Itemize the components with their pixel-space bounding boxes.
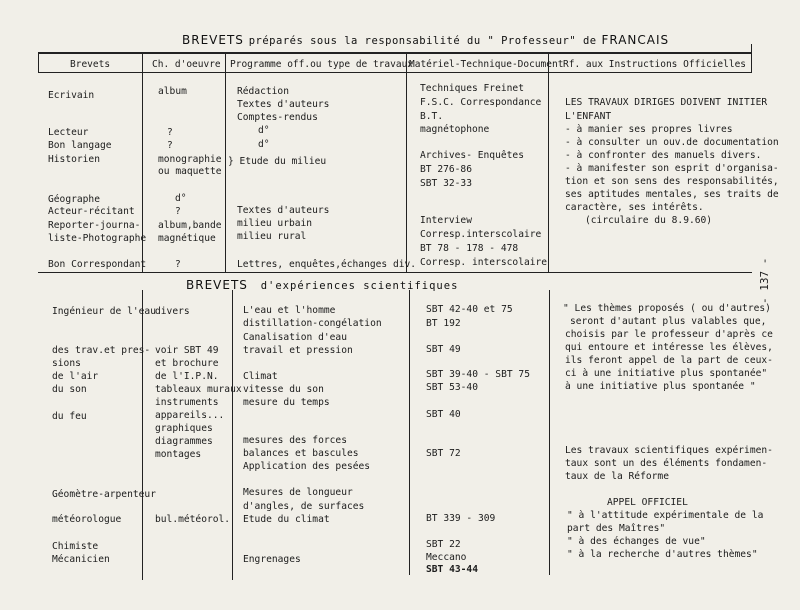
programme-item: mesure du temps bbox=[243, 397, 330, 408]
programme-item: milieu urbain bbox=[237, 218, 313, 229]
materiel-item: SBT 42-40 et 75 bbox=[426, 304, 513, 315]
table-top-border bbox=[38, 52, 752, 54]
instruction-line: - à consulter un ouv.de documentation bbox=[565, 137, 779, 148]
materiel-item: B.T. bbox=[420, 111, 444, 122]
instruction-line: " à des échanges de vue" bbox=[567, 536, 706, 547]
col-divider-1b bbox=[142, 290, 143, 580]
chef-oeuvre-item: voir SBT 49 bbox=[155, 345, 219, 356]
programme-item: Canalisation d'eau bbox=[243, 332, 347, 343]
col-divider-4b bbox=[549, 290, 550, 575]
title-middle: préparés sous la responsabilité du " Professeur" de bbox=[248, 35, 597, 47]
instruction-line: " à la recherche d'autres thèmes" bbox=[567, 549, 758, 560]
materiel-item: BT 276-86 bbox=[420, 164, 472, 175]
programme-item: Textes d'auteurs bbox=[237, 99, 330, 110]
brevet-item: des trav.et pres- bbox=[52, 345, 151, 356]
materiel-item: Corresp.interscolaire bbox=[420, 229, 542, 240]
instruction-line: Les travaux scientifiques expérimen- bbox=[565, 445, 773, 456]
chef-oeuvre-item: de l'I.P.N. bbox=[155, 371, 219, 382]
materiel-item: SBT 43-44 bbox=[426, 564, 478, 575]
materiel-item: SBT 49 bbox=[426, 344, 461, 355]
materiel-item: SBT 53-40 bbox=[426, 382, 478, 393]
brevet-item: Bon Correspondant bbox=[48, 259, 147, 270]
instruction-line: - à manier ses propres livres bbox=[565, 124, 733, 135]
instruction-line: - à manifester son esprit d'organisa- bbox=[565, 163, 779, 174]
programme-item: d° bbox=[258, 139, 270, 150]
header-materiel: Matériel-Technique-Document bbox=[409, 59, 564, 70]
materiel-item: Techniques Freinet bbox=[420, 83, 524, 94]
brevet-item: Chimiste bbox=[52, 541, 99, 552]
programme-item: L'eau et l'homme bbox=[243, 305, 336, 316]
programme-item: vitesse du son bbox=[243, 384, 324, 395]
col-divider-2 bbox=[225, 52, 226, 272]
section-title bbox=[186, 279, 458, 292]
instruction-line: L'ENFANT bbox=[565, 111, 612, 122]
programme-item: Rédaction bbox=[237, 86, 289, 97]
header-left-border bbox=[38, 52, 39, 73]
brevet-item: Reporter-journa- bbox=[48, 220, 141, 231]
instruction-line: - à confronter des manuels divers. bbox=[565, 150, 762, 161]
chef-oeuvre-item: ? bbox=[175, 206, 181, 217]
chef-oeuvre-item: et brochure bbox=[155, 358, 219, 369]
brevet-item: Historien bbox=[48, 154, 100, 165]
programme-item: } Etude du milieu bbox=[228, 156, 327, 167]
brevet-item: liste-Photographe bbox=[48, 233, 147, 244]
materiel-item: F.S.C. Correspondance bbox=[420, 97, 542, 108]
instruction-line: (circulaire du 8.9.60) bbox=[585, 215, 713, 226]
header-instructions: Rf. aux Instructions Officielles bbox=[563, 59, 747, 70]
section-divider bbox=[38, 272, 752, 273]
chef-oeuvre-item: monographie bbox=[158, 154, 222, 165]
instruction-line: LES TRAVAUX DIRIGES DOIVENT INITIER bbox=[565, 97, 768, 108]
programme-item: Comptes-rendus bbox=[237, 112, 318, 123]
chef-oeuvre-item: tableaux muraux bbox=[155, 384, 242, 395]
header-bottom-border bbox=[38, 72, 752, 73]
programme-item: d° bbox=[258, 125, 270, 136]
chef-oeuvre-item: bul.météorol. bbox=[155, 514, 231, 525]
instruction-line: ci à une initiative plus spontanée" bbox=[565, 368, 768, 379]
chef-oeuvre-item: instruments bbox=[155, 397, 219, 408]
title2-rest: d'expériences scientifiques bbox=[260, 280, 459, 292]
instruction-line: taux sont un des éléments fondamen- bbox=[565, 458, 768, 469]
title2-brevets: BREVETS bbox=[186, 278, 248, 292]
chef-oeuvre-item: diagrammes bbox=[155, 436, 213, 447]
header-chef-oeuvre: Ch. d'oeuvre bbox=[152, 59, 221, 70]
materiel-item: BT 339 - 309 bbox=[426, 513, 496, 524]
col-divider-3b bbox=[409, 290, 410, 575]
materiel-item: magnétophone bbox=[420, 124, 490, 135]
instruction-line: taux de la Réforme bbox=[565, 471, 669, 482]
brevet-item: sions bbox=[52, 358, 81, 369]
chef-oeuvre-item: ? bbox=[167, 140, 173, 151]
materiel-item: Archives- Enquêtes bbox=[420, 150, 524, 161]
materiel-item: Interview bbox=[420, 215, 472, 226]
brevet-item: du feu bbox=[52, 411, 87, 422]
page-number: - 137 - bbox=[758, 257, 771, 304]
materiel-item: SBT 22 bbox=[426, 539, 461, 550]
instruction-line: " Les thèmes proposés ( ou d'autres) bbox=[563, 303, 771, 314]
chef-oeuvre-item: d° bbox=[175, 193, 187, 204]
programme-item: Mesures de longueur bbox=[243, 487, 353, 498]
brevet-item: Géographe bbox=[48, 194, 100, 205]
programme-item: Etude du climat bbox=[243, 514, 330, 525]
programme-item: distillation-congélation bbox=[243, 318, 382, 329]
instruction-line: qui entoure et intéresse les élèves, bbox=[565, 342, 773, 353]
chef-oeuvre-item: ? bbox=[167, 127, 173, 138]
materiel-item: Corresp. interscolaire bbox=[420, 257, 548, 268]
programme-item: Climat bbox=[243, 371, 278, 382]
brevet-item: Bon langage bbox=[48, 140, 112, 151]
instruction-line: choisis par le professeur d'après ce bbox=[565, 329, 773, 340]
chef-oeuvre-item: montages bbox=[155, 449, 202, 460]
col-divider-3 bbox=[406, 52, 407, 272]
instruction-line: caractère, ses intérêts. bbox=[565, 202, 704, 213]
instruction-line: " à l'attitude expérimentale de la bbox=[567, 510, 764, 521]
chef-oeuvre-item: divers bbox=[155, 306, 190, 317]
brevet-item: Lecteur bbox=[48, 127, 89, 138]
programme-item: balances et bascules bbox=[243, 448, 359, 459]
col-divider-4 bbox=[548, 52, 549, 272]
materiel-item: SBT 72 bbox=[426, 448, 461, 459]
brevet-item: Géomètre-arpenteur bbox=[52, 489, 156, 500]
materiel-item: Meccano bbox=[426, 552, 467, 563]
materiel-item: SBT 39-40 - SBT 75 bbox=[426, 369, 530, 380]
instruction-line: seront d'autant plus valables que, bbox=[570, 316, 767, 327]
programme-item: Application des pesées bbox=[243, 461, 371, 472]
instruction-line: part des Maîtres" bbox=[567, 523, 666, 534]
chef-oeuvre-item: album,bande bbox=[158, 220, 222, 231]
programme-item: milieu rural bbox=[237, 231, 307, 242]
chef-oeuvre-item: graphiques bbox=[155, 423, 213, 434]
brevet-item: météorologue bbox=[52, 514, 122, 525]
chef-oeuvre-item: ? bbox=[175, 259, 181, 270]
materiel-item: BT 78 - 178 - 478 bbox=[420, 243, 519, 254]
programme-item: Textes d'auteurs bbox=[237, 205, 330, 216]
instruction-line: à une initiative plus spontanée " bbox=[565, 381, 756, 392]
brevet-item: de l'air bbox=[52, 371, 99, 382]
brevet-item: Acteur-récitant bbox=[48, 206, 135, 217]
chef-oeuvre-item: album bbox=[158, 86, 187, 97]
instruction-line: ils feront appel de la part de ceux- bbox=[565, 355, 773, 366]
materiel-item: BT 192 bbox=[426, 318, 461, 329]
brevet-item: du son bbox=[52, 384, 87, 395]
instruction-line: APPEL OFFICIEL bbox=[607, 497, 688, 508]
brevet-item: Ingénieur de l'eau bbox=[52, 306, 156, 317]
programme-item: travail et pression bbox=[243, 345, 353, 356]
brevet-item: Mécanicien bbox=[52, 554, 110, 565]
header-brevets: Brevets bbox=[70, 59, 111, 70]
title-francais: FRANCAIS bbox=[601, 33, 670, 47]
materiel-item: SBT 32-33 bbox=[420, 178, 472, 189]
title-brevets: BREVETS bbox=[182, 33, 244, 47]
header-programme: Programme off.ou type de travaux bbox=[230, 59, 414, 70]
materiel-item: SBT 40 bbox=[426, 409, 461, 420]
col-divider-2b bbox=[232, 290, 233, 580]
chef-oeuvre-item: ou maquette bbox=[158, 166, 222, 177]
programme-item: mesures des forces bbox=[243, 435, 347, 446]
header-right-border bbox=[751, 44, 752, 73]
brevet-item: Ecrivain bbox=[48, 90, 95, 101]
instruction-line: ses aptitudes mentales, ses traits de bbox=[565, 189, 779, 200]
chef-oeuvre-item: appareils... bbox=[155, 410, 225, 421]
instruction-line: tion et son sens des responsabilités, bbox=[565, 176, 779, 187]
programme-item: d'angles, de surfaces bbox=[243, 501, 365, 512]
chef-oeuvre-item: magnétique bbox=[158, 233, 216, 244]
programme-item: Engrenages bbox=[243, 554, 301, 565]
programme-item: Lettres, enquêtes,échanges div. bbox=[237, 259, 417, 270]
page-title bbox=[182, 34, 669, 47]
